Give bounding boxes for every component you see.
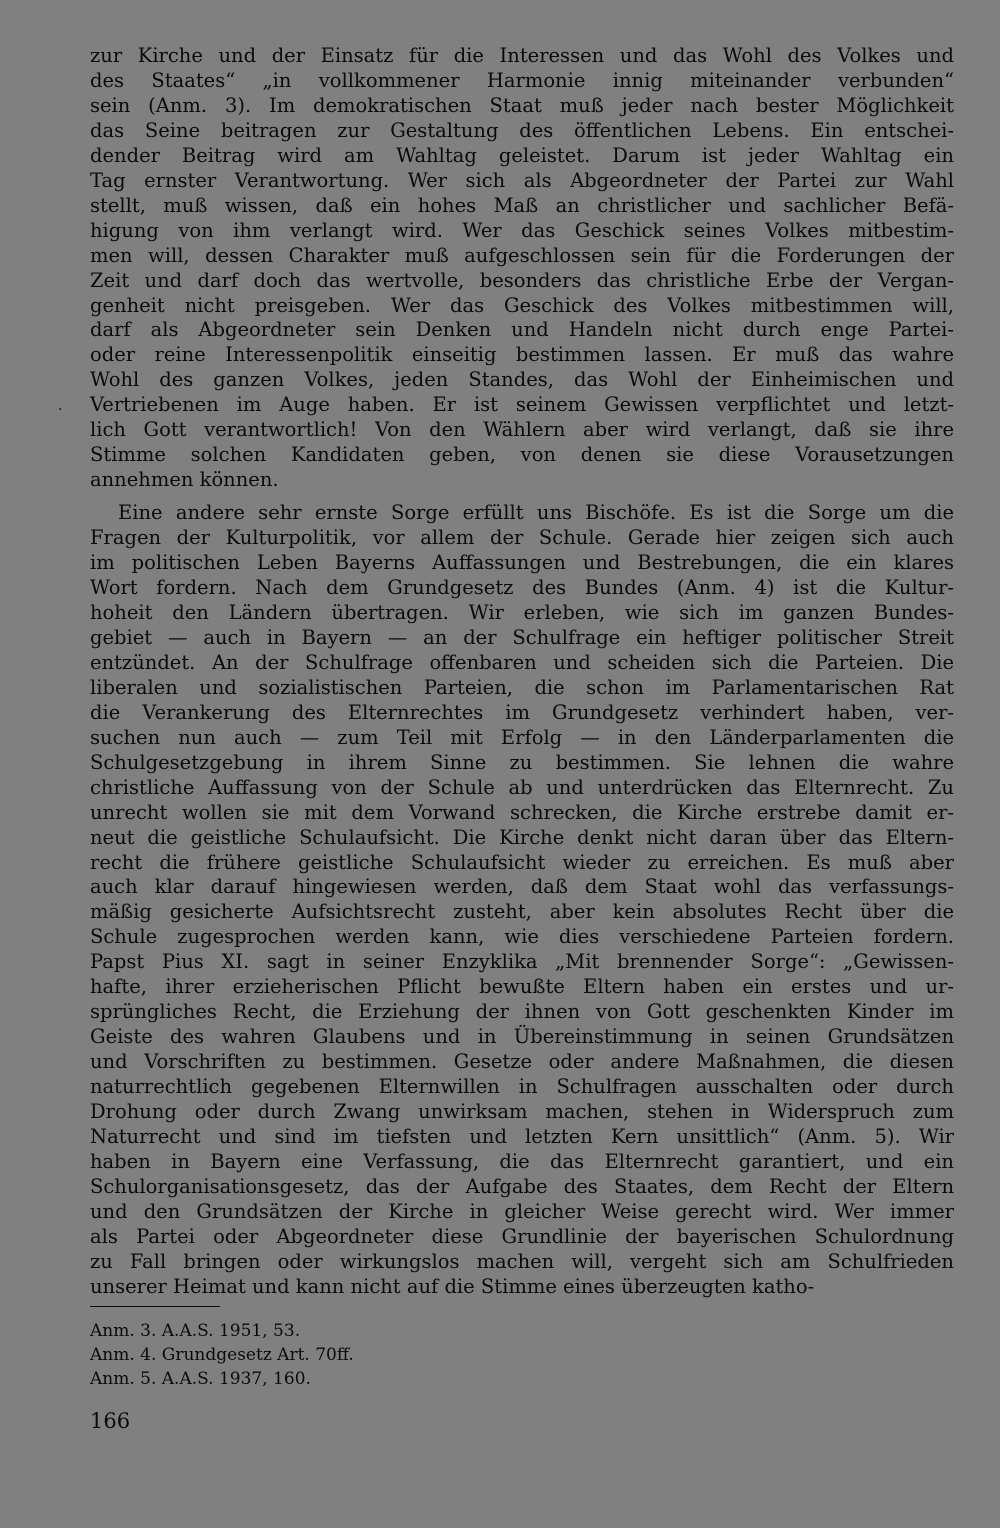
paragraph-1-line: Wohl des ganzen Volkes, jeden Standes, das Wohl der Einheimischen und (90, 368, 954, 392)
paragraph-1-line: sein (Anm. 3). Im demokratischen Staat muß jeder nach bester Möglichkeit (90, 93, 954, 117)
paragraph-2-line: unrecht wollen sie mit dem Vorwand schrecken, die Kirche erstrebe damit er- (90, 800, 954, 824)
paragraph-2-line: Drohung oder durch Zwang unwirksam machen, stehen in Widerspruch zum (90, 1100, 954, 1124)
footnote-4: Anm. 4. Grundgesetz Art. 70ff. (90, 1344, 354, 1365)
paragraph-2-line: hafte, ihrer erzieherischen Pflicht bewußte Eltern haben ein erstes und ur- (90, 975, 954, 999)
paragraph-2-line: und den Grundsätzen der Kirche in gleicher Weise gerecht wird. Wer immer (90, 1199, 954, 1223)
paragraph-2-line: haben in Bayern eine Verfassung, die das Elternrecht garantiert, und ein (90, 1149, 954, 1173)
paragraph-2-line: sprüngliches Recht, die Erziehung der ihnen von Gott geschenkten Kinder im (90, 1000, 954, 1024)
paragraph-1-line: lich Gott verantwortlich! Von den Wählern aber wird verlangt, daß sie ihre (90, 418, 954, 442)
paragraph-2-line: Schule zugesprochen werden kann, wie dies verschiedene Parteien fordern. (90, 925, 954, 949)
paragraph-1-line: Vertriebenen im Auge haben. Er ist seinem Gewissen verpflichtet und letzt- (90, 393, 954, 417)
paragraph-1-line: darf als Abgeordneter sein Denken und Handeln nicht durch enge Partei- (90, 318, 954, 342)
paragraph-2-line: Geiste des wahren Glaubens und in Übereinstimmung in seinen Grundsätzen (90, 1025, 954, 1049)
paragraph-2-line: suchen nun auch — zum Teil mit Erfolg — in den Länderparlamenten die (90, 725, 954, 749)
paragraph-2-line: mäßig gesicherte Aufsichtsrecht zusteht, aber kein absolutes Recht über die (90, 900, 954, 924)
paragraph-2-line: gebiet — auch in Bayern — an der Schulfrage ein heftiger politischer Streit (90, 625, 954, 649)
paragraph-2-line: recht die frühere geistliche Schulaufsicht wieder zu erreichen. Es muß aber (90, 850, 954, 874)
paragraph-2-line: Schulgesetzgebung in ihrem Sinne zu bestimmen. Sie lehnen die wahre (90, 750, 954, 774)
paragraph-2-line: die Verankerung des Elternrechtes im Grundgesetz verhindert haben, ver- (90, 700, 954, 724)
paragraph-2-line: Fragen der Kulturpolitik, vor allem der Schule. Gerade hier zeigen sich auch (90, 526, 954, 550)
paragraph-2-line: und Vorschriften zu bestimmen. Gesetze oder andere Maßnahmen, die diesen (90, 1050, 954, 1074)
footnote-rule (90, 1306, 220, 1307)
paragraph-1-line: zur Kirche und der Einsatz für die Interessen und das Wohl des Volkes und (90, 44, 954, 67)
paragraph-2-line: Papst Pius XI. sagt in seiner Enzyklika „Mit brennender Sorge“: „Gewissen- (90, 950, 954, 974)
paragraph-2-line: Wort fordern. Nach dem Grundgesetz des Bundes (Anm. 4) ist die Kultur- (90, 576, 954, 600)
paragraph-2-line: als Partei oder Abgeordneter diese Grundlinie der bayerischen Schulordnung (90, 1224, 954, 1248)
paragraph-2-line: unserer Heimat und kann nicht auf die Stimme eines überzeugten katho- (90, 1274, 815, 1298)
footnote-3: Anm. 3. A.A.S. 1951, 53. (90, 1320, 301, 1341)
paragraph-1-line: das Seine beitragen zur Gestaltung des öffentlichen Lebens. Ein entschei- (90, 118, 954, 142)
paragraph-2-line: hoheit den Ländern übertragen. Wir erleben, wie sich im ganzen Bundes- (90, 600, 954, 624)
margin-dot: · (58, 402, 63, 418)
paragraph-2-line: Naturrecht und sind im tiefsten und letzten Kern unsittlich“ (Anm. 5). Wir (90, 1124, 954, 1148)
paragraph-2-line: auch klar darauf hingewiesen werden, daß dem Staat wohl das verfassungs- (90, 875, 954, 899)
paragraph-2-line: im politischen Leben Bayerns Auffassungen und Bestrebungen, die ein klares (90, 551, 954, 575)
paragraph-1-line: stellt, muß wissen, daß ein hohes Maß an christlicher und sachlicher Befä- (90, 193, 954, 217)
paragraph-2-line: entzündet. An der Schulfrage offenbaren und scheiden sich die Parteien. Die (90, 650, 954, 674)
paragraph-1-line: Tag ernster Verantwortung. Wer sich als Abgeordneter der Partei zur Wahl (90, 168, 954, 192)
paragraph-2-line: neut die geistliche Schulaufsicht. Die Kirche denkt nicht daran über das Eltern- (90, 825, 954, 849)
paragraph-1-line: men will, dessen Charakter muß aufgeschlossen sein für die Forderungen der (90, 243, 954, 267)
footnotes (90, 1319, 954, 1391)
paragraph-2-line: zu Fall bringen oder wirkungslos machen will, vergeht sich am Schulfrieden (90, 1249, 954, 1273)
paragraph-1-line: annehmen können. (90, 468, 279, 492)
paragraph-1-line: Stimme solchen Kandidaten geben, von denen sie diese Vorausetzungen (90, 443, 954, 467)
paragraph-1-line: Zeit und darf doch das wertvolle, besonders das christliche Erbe der Vergan- (90, 268, 954, 292)
paragraph-1-line: dender Beitrag wird am Wahltag geleistet. Darum ist jeder Wahltag ein (90, 143, 954, 167)
paragraph-2-line: Eine andere sehr ernste Sorge erfüllt uns Bischöfe. Es ist die Sorge um die (118, 501, 954, 525)
paragraph-1-line: higung von ihm verlangt wird. Wer das Geschick seines Volkes mitbestim- (90, 218, 954, 242)
paragraph-2-line: liberalen und sozialistischen Parteien, die schon im Parlamentarischen Rat (90, 675, 954, 699)
paragraph-2-line: christliche Auffassung von der Schule ab und unterdrücken das Elternrecht. Zu (90, 775, 954, 799)
paragraph-1-line: des Staates“ „in vollkommener Harmonie innig miteinander verbunden“ (90, 68, 954, 92)
paragraph-2-line: naturrechtlich gegebenen Elternwillen in Schulfragen ausschalten oder durch (90, 1075, 954, 1099)
page-body (90, 44, 954, 1433)
paragraph-1 (90, 44, 954, 493)
paragraph-2-line: Schulorganisationsgesetz, das der Aufgabe des Staates, dem Recht der Eltern (90, 1174, 954, 1198)
paragraph-1-line: genheit nicht preisgeben. Wer das Geschick des Volkes mitbestimmen will, (90, 293, 954, 317)
footnote-5: Anm. 5. A.A.S. 1937, 160. (90, 1368, 311, 1389)
paragraph-2 (90, 501, 954, 1300)
page-number: 166 (90, 1408, 131, 1433)
paragraph-1-line: oder reine Interessenpolitik einseitig bestimmen lassen. Er muß das wahre (90, 343, 954, 367)
